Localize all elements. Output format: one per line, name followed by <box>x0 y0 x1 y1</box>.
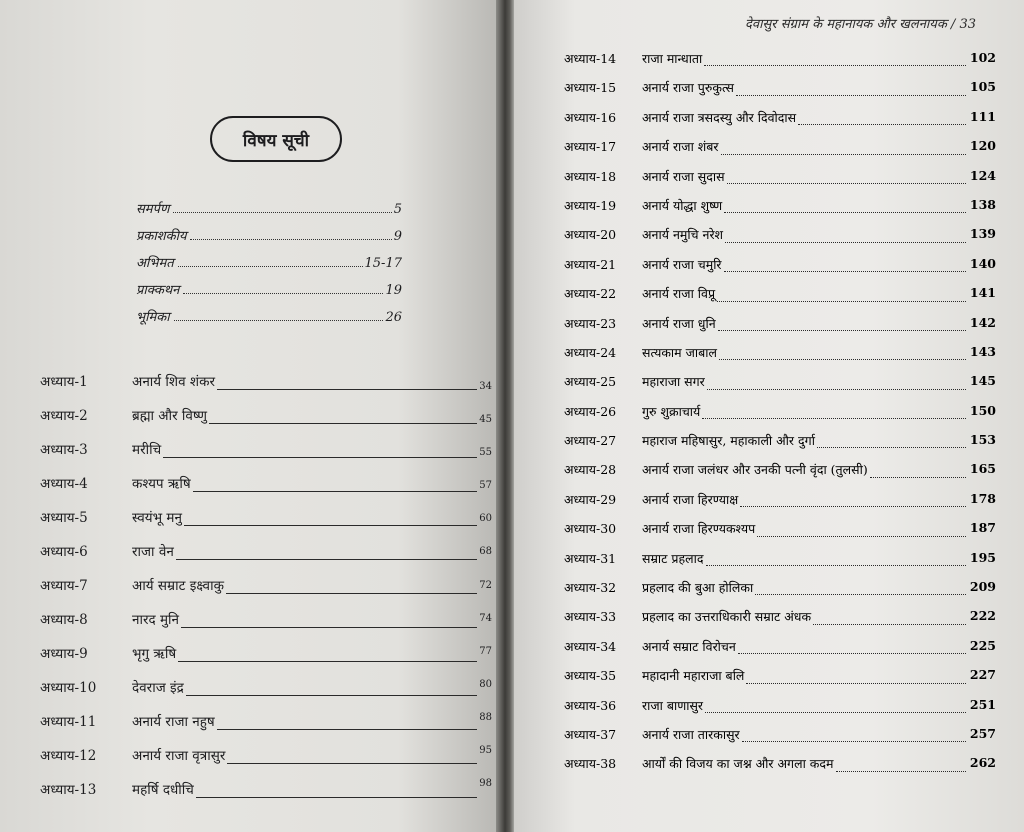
chapter-page: 77 <box>479 646 492 657</box>
chapter-leader-line <box>217 729 477 730</box>
dot-leader <box>174 320 383 321</box>
chapter-page: 141 <box>969 285 996 301</box>
chapter-number: अध्याय-17 <box>564 139 617 155</box>
chapter-number: अध्याय-30 <box>564 521 617 537</box>
front-matter-row <box>136 221 402 248</box>
chapter-number: अध्याय-33 <box>564 609 617 625</box>
chapter-page: 195 <box>969 549 996 565</box>
front-matter-page: 19 <box>385 283 402 298</box>
chapter-number: अध्याय-19 <box>564 197 617 213</box>
chapter-page: 45 <box>479 414 492 425</box>
chapter-row <box>564 133 996 162</box>
chapter-title: राजा मान्धाता <box>642 51 703 66</box>
chapter-row <box>40 434 492 468</box>
chapter-title: अनार्य राजा शंबर <box>642 139 719 155</box>
chapter-number: अध्याय-11 <box>40 714 97 730</box>
chapter-page: 120 <box>969 138 996 154</box>
chapter-title: अनार्य राजा विप्रू <box>642 286 716 302</box>
chapter-title: अनार्य शिव शंकर <box>132 374 215 390</box>
chapter-page: 257 <box>969 725 996 741</box>
chapter-list-left <box>40 366 492 808</box>
chapter-leader-line <box>755 594 966 595</box>
chapter-number: अध्याय-3 <box>40 442 88 458</box>
chapter-number: अध्याय-7 <box>40 578 88 594</box>
chapter-title: अनार्य नमुचि नरेश <box>642 227 724 243</box>
front-matter-label: अभिमत <box>136 256 174 271</box>
front-matter-row <box>136 248 402 275</box>
chapter-row <box>564 192 996 221</box>
chapter-page: 165 <box>969 461 996 477</box>
chapter-page: 57 <box>479 480 492 491</box>
chapter-leader-line <box>217 389 477 390</box>
chapter-title: राजा बाणासुर <box>642 697 704 713</box>
chapter-row <box>564 633 996 662</box>
front-matter-row <box>136 275 402 302</box>
chapter-title: महाराजा सगर <box>642 374 705 390</box>
chapter-page: 227 <box>969 667 996 683</box>
chapter-page: 34 <box>479 381 492 392</box>
chapter-title: राजा वेन <box>132 544 174 560</box>
chapter-title: अनार्य राजा सुदास <box>642 168 725 184</box>
chapter-leader-line <box>227 763 477 764</box>
chapter-title: अनार्य राजा वृत्रासुर <box>132 748 226 764</box>
chapter-number: अध्याय-37 <box>564 726 617 742</box>
chapter-number: अध्याय-38 <box>564 756 617 772</box>
chapter-page: 74 <box>479 613 492 624</box>
chapter-row <box>564 74 996 103</box>
chapter-row <box>40 502 492 536</box>
chapter-title: प्रहलाद की बुआ होलिका <box>642 580 754 596</box>
front-matter-page: 15-17 <box>364 256 402 271</box>
chapter-title: अनार्य राजा नहुष <box>132 714 215 730</box>
chapter-title: अनार्य राजा धुनि <box>642 315 716 331</box>
front-matter-page: 26 <box>385 310 402 325</box>
chapter-row <box>40 740 492 774</box>
front-matter-label: समर्पण <box>136 202 170 217</box>
chapter-number: अध्याय-14 <box>564 51 617 66</box>
running-head: देवासुर संग्राम के महानायक और खलनायक / 33 <box>744 17 976 32</box>
chapter-leader-line <box>196 797 477 798</box>
left-page <box>0 0 498 832</box>
chapter-title: अनार्य योद्धा शुष्ण <box>642 197 723 213</box>
chapter-leader-line <box>742 741 966 742</box>
chapter-number: अध्याय-4 <box>40 476 88 492</box>
chapter-leader-line <box>718 330 966 331</box>
toc-title: विषय सूची <box>210 116 342 162</box>
chapter-row <box>564 574 996 603</box>
chapter-row <box>564 750 996 779</box>
chapter-number: अध्याय-20 <box>564 227 617 243</box>
chapter-leader-line <box>163 457 477 458</box>
chapter-number: अध्याय-18 <box>564 168 617 184</box>
chapter-title: नारद मुनि <box>132 612 180 628</box>
chapter-row <box>564 486 996 515</box>
chapter-leader-line <box>725 242 966 243</box>
chapter-page: 95 <box>479 745 492 756</box>
chapter-row <box>564 310 996 339</box>
chapter-row <box>564 545 996 574</box>
chapter-row <box>40 570 492 604</box>
chapter-row <box>564 251 996 280</box>
chapter-row <box>564 427 996 456</box>
chapter-number: अध्याय-29 <box>564 491 617 507</box>
chapter-page: 143 <box>969 343 996 359</box>
chapter-leader-line <box>817 447 966 448</box>
front-matter-list <box>136 194 402 329</box>
chapter-page: 124 <box>969 167 996 183</box>
chapter-leader-line <box>740 506 966 507</box>
chapter-number: अध्याय-16 <box>564 109 617 125</box>
chapter-number: अध्याय-24 <box>564 344 617 360</box>
chapter-row <box>564 368 996 397</box>
chapter-page: 88 <box>479 712 492 723</box>
chapter-row <box>40 536 492 570</box>
chapter-page: 209 <box>969 579 996 595</box>
chapter-title: महाराज महिषासुर, महाकाली और दुर्गा <box>642 433 815 449</box>
chapter-page: 251 <box>969 696 996 712</box>
chapter-title: मरीचि <box>132 442 162 458</box>
chapter-title: महादानी महाराजा बलि <box>642 668 745 684</box>
chapter-number: अध्याय-21 <box>564 256 617 272</box>
chapter-leader-line <box>757 536 966 537</box>
chapter-leader-line <box>702 418 966 419</box>
chapter-page: 105 <box>969 79 996 95</box>
chapter-row <box>564 45 996 74</box>
chapter-page: 138 <box>969 196 996 212</box>
chapter-page: 98 <box>479 778 492 789</box>
chapter-leader-line <box>724 212 966 213</box>
chapter-number: अध्याय-9 <box>40 646 88 662</box>
chapter-leader-line <box>738 653 966 654</box>
chapter-leader-line <box>813 624 966 625</box>
chapter-title: महर्षि दधीचि <box>132 782 194 798</box>
chapter-title: ब्रह्मा और विष्णु <box>132 408 208 424</box>
chapter-leader-line <box>736 95 966 96</box>
chapter-number: अध्याय-8 <box>40 612 88 628</box>
chapter-title: अनार्य राजा हिरण्याक्ष <box>642 491 739 507</box>
front-matter-label: भूमिका <box>136 310 170 325</box>
chapter-page: 102 <box>969 50 996 65</box>
chapter-row <box>564 456 996 485</box>
chapter-title: अनार्य राजा चमुरि <box>642 256 722 272</box>
chapter-title: अनार्य राजा त्रसदस्यु और दिवोदास <box>642 109 797 125</box>
chapter-leader-line <box>178 661 477 662</box>
chapter-title: अनार्य राजा पुरुकुत्स <box>642 80 734 96</box>
chapter-page: 139 <box>969 226 996 242</box>
chapter-leader-line <box>226 593 477 594</box>
chapter-title: गुरु शुक्राचार्य <box>642 403 701 419</box>
book-gutter <box>496 0 516 832</box>
chapter-title: अनार्य सम्राट विरोचन <box>642 638 736 654</box>
chapter-leader-line <box>717 301 966 302</box>
chapter-row <box>40 400 492 434</box>
chapter-number: अध्याय-32 <box>564 580 617 596</box>
chapter-leader-line <box>209 423 477 424</box>
chapter-title: अनार्य राजा जलंधर और उनकी पत्नी वृंदा (तुलसी) <box>642 462 868 478</box>
chapter-page: 153 <box>969 432 996 448</box>
chapter-number: अध्याय-26 <box>564 403 617 419</box>
chapter-number: अध्याय-13 <box>40 782 97 798</box>
chapter-number: अध्याय-36 <box>564 697 617 713</box>
chapter-number: अध्याय-27 <box>564 433 617 449</box>
chapter-row <box>40 672 492 706</box>
chapter-row <box>564 280 996 309</box>
chapter-leader-line <box>706 565 966 566</box>
chapter-row <box>564 339 996 368</box>
chapter-page: 72 <box>479 580 492 591</box>
chapter-page: 60 <box>479 513 492 524</box>
chapter-number: अध्याय-31 <box>564 550 617 566</box>
chapter-title: देवराज इंद्र <box>132 680 184 696</box>
chapter-number: अध्याय-1 <box>40 374 88 390</box>
chapter-number: अध्याय-23 <box>564 315 617 331</box>
chapter-row <box>564 692 996 721</box>
chapter-title: सत्यकाम जाबाल <box>642 344 717 360</box>
chapter-title: प्रहलाद का उत्तराधिकारी सम्राट अंधक <box>642 609 812 625</box>
chapter-number: अध्याय-28 <box>564 462 617 478</box>
chapter-number: अध्याय-12 <box>40 748 97 764</box>
chapter-title: भृगु ऋषि <box>132 646 177 662</box>
chapter-page: 262 <box>969 755 996 771</box>
dot-leader <box>173 212 392 213</box>
chapter-number: अध्याय-34 <box>564 638 617 654</box>
chapter-page: 80 <box>479 679 492 690</box>
chapter-leader-line <box>176 559 477 560</box>
dot-leader <box>178 266 363 267</box>
chapter-number: अध्याय-5 <box>40 510 88 526</box>
chapter-leader-line <box>870 477 966 478</box>
chapter-number: अध्याय-22 <box>564 286 617 302</box>
chapter-row <box>564 603 996 632</box>
chapter-leader-line <box>798 124 966 125</box>
chapter-row <box>564 721 996 750</box>
front-matter-label: प्राक्कथन <box>136 283 180 298</box>
chapter-row <box>40 604 492 638</box>
chapter-row <box>40 468 492 502</box>
chapter-page: 150 <box>969 402 996 418</box>
chapter-leader-line <box>705 712 966 713</box>
chapter-page: 111 <box>969 108 996 124</box>
chapter-number: अध्याय-25 <box>564 374 617 390</box>
chapter-row <box>564 515 996 544</box>
chapter-title: स्वयंभू मनु <box>132 510 182 526</box>
front-matter-row <box>136 302 402 329</box>
chapter-page: 55 <box>479 447 492 458</box>
chapter-row <box>40 366 492 400</box>
chapter-leader-line <box>193 491 477 492</box>
chapter-leader-line <box>836 771 966 772</box>
front-matter-page: 9 <box>393 229 402 244</box>
chapter-page: 178 <box>969 490 996 506</box>
chapter-row <box>564 104 996 133</box>
chapter-number: अध्याय-2 <box>40 408 88 424</box>
chapter-leader-line <box>724 271 966 272</box>
front-matter-label: प्रकाशकीय <box>136 229 187 244</box>
chapter-row <box>40 774 492 808</box>
chapter-leader-line <box>746 683 966 684</box>
chapter-page: 187 <box>969 520 996 536</box>
chapter-leader-line <box>704 65 966 66</box>
chapter-page: 68 <box>479 546 492 557</box>
chapter-leader-line <box>181 627 477 628</box>
chapter-leader-line <box>707 389 966 390</box>
chapter-leader-line <box>721 154 966 155</box>
chapter-row <box>564 662 996 691</box>
chapter-title: सम्राट प्रहलाद <box>642 550 704 566</box>
dot-leader <box>190 239 392 240</box>
chapter-title: कश्यप ऋषि <box>132 476 191 492</box>
chapter-row <box>40 706 492 740</box>
chapter-page: 222 <box>969 608 996 624</box>
chapter-leader-line <box>186 695 477 696</box>
chapter-title: आर्यों की विजय का जश्न और अगला कदम <box>642 756 834 772</box>
chapter-leader-line <box>727 183 966 184</box>
chapter-page: 225 <box>969 637 996 653</box>
chapter-number: अध्याय-15 <box>564 80 617 96</box>
front-matter-page: 5 <box>393 202 402 217</box>
chapter-list-right <box>564 45 996 780</box>
chapter-title: अनार्य राजा तारकासुर <box>642 726 740 742</box>
chapter-row <box>564 163 996 192</box>
chapter-row <box>564 398 996 427</box>
chapter-page: 142 <box>969 314 996 330</box>
chapter-number: अध्याय-6 <box>40 544 88 560</box>
chapter-leader-line <box>719 359 966 360</box>
chapter-row <box>564 221 996 250</box>
chapter-row <box>40 638 492 672</box>
chapter-number: अध्याय-35 <box>564 668 617 684</box>
chapter-title: अनार्य राजा हिरण्यकश्यप <box>642 521 756 537</box>
chapter-number: अध्याय-10 <box>40 680 97 696</box>
chapter-leader-line <box>184 525 477 526</box>
chapter-page: 145 <box>969 373 996 389</box>
dot-leader <box>183 293 383 294</box>
front-matter-row <box>136 194 402 221</box>
chapter-page: 140 <box>969 255 996 271</box>
chapter-title: आर्य सम्राट इक्ष्वाकु <box>132 578 224 594</box>
